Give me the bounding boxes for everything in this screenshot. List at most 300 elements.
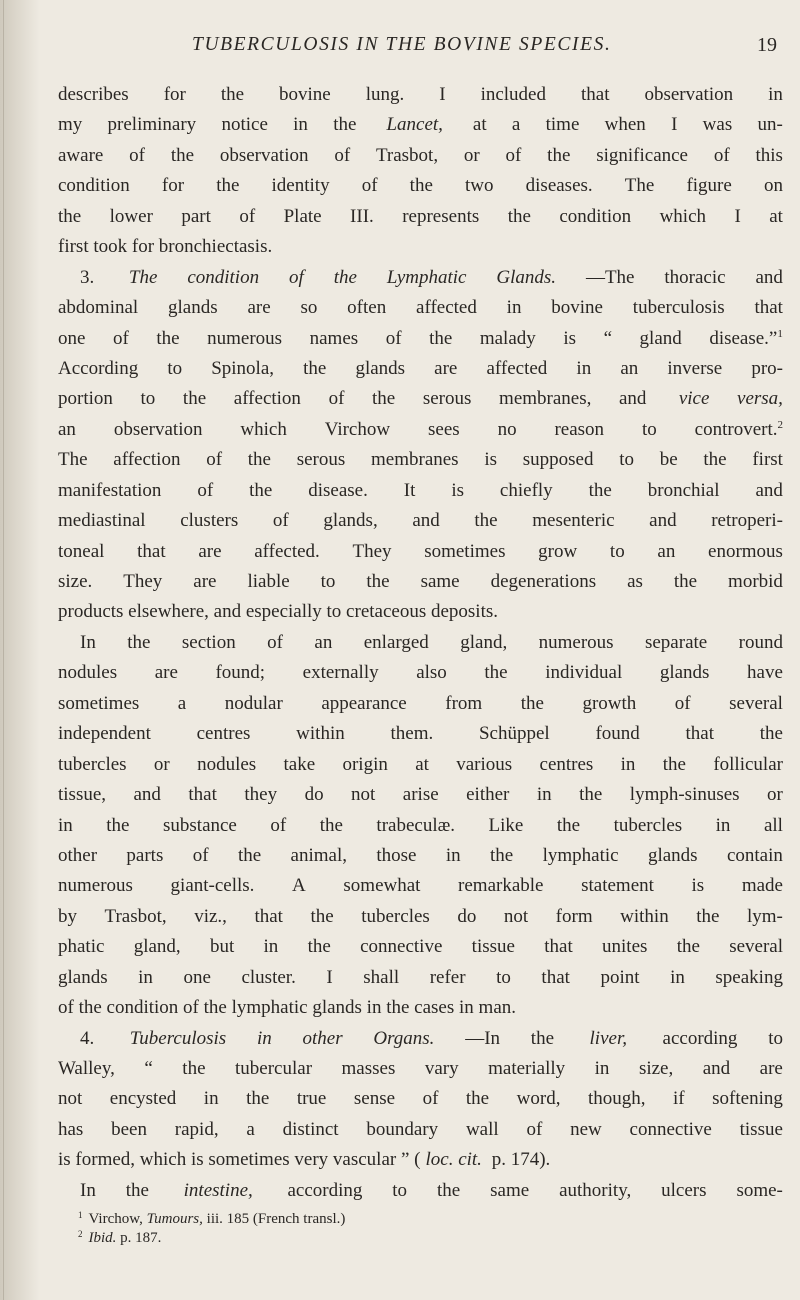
text-run: contain [726, 844, 783, 866]
text-run: liver, [589, 1027, 627, 1049]
text-run: at [415, 753, 429, 775]
text-run: for [163, 84, 186, 105]
text-run: Spinola, [211, 357, 275, 379]
text-run: rapid, [174, 1118, 219, 1140]
text-run: if [673, 1088, 685, 1110]
text-line [58, 658, 783, 688]
text-run: in [263, 936, 279, 958]
text-run: the [220, 84, 245, 105]
text-run: either [466, 784, 510, 806]
text-line [58, 871, 783, 901]
text-run: which [240, 418, 287, 440]
text-run: to [641, 418, 657, 440]
text-run: In [80, 631, 96, 653]
text-run: one [58, 327, 86, 349]
text-run: tissue, [58, 784, 107, 806]
text-run: disease.”$^1$ [709, 327, 783, 349]
text-run: reason [554, 418, 605, 440]
text-run: or [767, 784, 783, 806]
text-line [58, 750, 783, 780]
text-line [58, 1054, 783, 1084]
text-run: abdominal [58, 297, 139, 319]
text-run: that [137, 540, 166, 562]
text-line [58, 354, 783, 384]
text-run: nodules [58, 662, 118, 684]
text-run: the [673, 571, 698, 592]
text-run: of [713, 144, 730, 166]
text-run: —In [465, 1027, 501, 1049]
text-run: materially [488, 1058, 566, 1079]
text-run: phatic [58, 936, 105, 958]
text-run: do [304, 784, 324, 806]
text-run: cluster. [241, 966, 296, 988]
text-run: to [392, 1179, 408, 1201]
text-run: p. 174). [486, 1149, 551, 1171]
text-run: an [314, 631, 333, 653]
text-run: 4. [80, 1027, 99, 1049]
text-run: same [490, 1179, 530, 1201]
text-run: of [206, 449, 223, 471]
text-run: observation [219, 144, 309, 166]
text-run: the [247, 449, 271, 471]
text-run: the [319, 814, 343, 836]
text-run: and [412, 510, 440, 532]
text-run: membranes, [499, 388, 592, 410]
text-line [58, 841, 783, 871]
text-run: of [289, 266, 304, 288]
text-run: Schüppel [478, 723, 550, 745]
text-run: part [181, 205, 211, 227]
text-run: one [183, 966, 211, 988]
text-line [58, 171, 783, 201]
text-run: intestine, [183, 1179, 253, 1201]
text-run: Like [488, 814, 524, 836]
text-run: controvert.$^2$ [694, 418, 783, 440]
text-run: been [111, 1118, 147, 1140]
text-line [58, 780, 783, 810]
text-run: are [198, 540, 222, 562]
text-run: not [351, 784, 376, 806]
text-run: of [526, 1118, 543, 1140]
text-run: the [170, 144, 195, 166]
text-run: pro- [751, 357, 783, 379]
text-run: by [58, 905, 77, 927]
text-run: affection [233, 388, 301, 410]
text-run: In [80, 1179, 96, 1201]
text-run: to [496, 966, 511, 988]
text-run: separate [644, 631, 708, 653]
text-run: retroperi- [711, 510, 783, 532]
text-run: centres [539, 753, 594, 775]
text-run: the [409, 175, 433, 197]
text-run: are [434, 357, 458, 379]
text-run: boundary [366, 1118, 439, 1140]
text-run: according [282, 1179, 363, 1201]
footnote-text: Virchow, [88, 1211, 147, 1227]
text-run: the [372, 388, 396, 410]
text-run: “ [144, 1058, 153, 1079]
text-run: of [239, 205, 256, 227]
text-run: manifestation [58, 479, 162, 501]
text-run: true [296, 1088, 327, 1110]
text-run: connective [629, 1118, 712, 1140]
text-run: bronchial [647, 479, 720, 501]
text-run: speaking [715, 966, 783, 988]
text-run: an [58, 418, 76, 440]
text-run: wall [465, 1118, 499, 1140]
text-run: portion [58, 388, 113, 410]
text-run: the [520, 692, 544, 714]
text-run: mediastinal [58, 510, 146, 532]
text-run: numerous [538, 631, 614, 653]
text-line [58, 932, 783, 962]
text-run: of [422, 1088, 439, 1110]
text-line [58, 110, 783, 140]
text-run: is [563, 327, 577, 349]
text-run: inverse [667, 357, 723, 379]
text-line [58, 202, 783, 232]
text-run: III. [350, 205, 374, 227]
text-run: morbid [728, 571, 783, 592]
text-run: in [58, 814, 73, 836]
text-run: size. [58, 571, 93, 592]
text-run: that [541, 966, 570, 988]
text-run: in [445, 844, 461, 866]
text-run: tubercles [613, 814, 683, 836]
text-line [58, 1176, 783, 1206]
text-run: sense [353, 1088, 396, 1110]
text-run: that [580, 84, 610, 105]
text-run: notice [221, 114, 268, 136]
text-run: of [197, 479, 214, 501]
text-run: Walley, [58, 1058, 115, 1079]
text-run: found; [215, 662, 266, 684]
text-run: and [702, 1058, 731, 1079]
text-run: supposed [522, 449, 594, 471]
text-run: size, [638, 1058, 674, 1079]
text-run: the [703, 449, 727, 471]
text-run: that [544, 936, 573, 958]
text-line [58, 445, 783, 475]
text-run: appearance [321, 692, 407, 714]
text-run: I [439, 84, 446, 105]
text-line [58, 811, 783, 841]
text-run: affected [486, 357, 548, 379]
text-run: that [188, 784, 217, 806]
text-line [58, 597, 783, 627]
text-run: nodular [224, 692, 283, 714]
text-run: the [759, 723, 783, 745]
text-run: of [674, 692, 691, 714]
text-run: which [659, 205, 706, 227]
text-run: viz., [194, 905, 227, 927]
text-run: of [361, 175, 378, 197]
text-run: section [181, 631, 236, 653]
text-run: time [545, 114, 580, 136]
text-run: animal, [290, 844, 347, 866]
text-run: Glands. [496, 266, 557, 288]
text-run: The [128, 266, 158, 288]
text-run: names [309, 327, 359, 349]
text-run: glands [355, 357, 406, 379]
text-run: significance [596, 144, 688, 166]
text-run: numerous [207, 327, 283, 349]
text-run: They [352, 540, 392, 562]
text-run: The [624, 175, 655, 197]
text-run: condition [58, 175, 130, 197]
footnote [78, 1210, 778, 1229]
text-run: my [58, 114, 83, 136]
footnote-text: Tumours, [146, 1211, 203, 1227]
text-run: the [333, 266, 357, 288]
text-run: in [138, 966, 153, 988]
text-run: various [456, 753, 513, 775]
text-run: at [769, 205, 783, 227]
text-run: enormous [708, 540, 783, 562]
text-run: to [619, 449, 634, 471]
text-run: aware [58, 144, 104, 166]
text-run: lung. [365, 84, 405, 105]
text-run: that [754, 297, 783, 319]
text-run: the [465, 1088, 490, 1110]
text-run: distinct [282, 1118, 339, 1140]
text-run: versa, [737, 388, 783, 410]
text-run: a [246, 1118, 255, 1140]
text-line [58, 1084, 783, 1114]
text-run: first [752, 449, 783, 471]
text-run: of [267, 631, 283, 653]
text-run: this [755, 144, 783, 166]
text-run: describes [58, 84, 129, 105]
text-line [58, 1115, 783, 1145]
text-run: and [755, 479, 783, 501]
text-run: the [556, 814, 581, 836]
text-run: an [657, 540, 676, 562]
text-run: Lancet, [386, 114, 443, 136]
text-run: was [702, 114, 733, 136]
text-run: affected. [254, 540, 320, 562]
text-run: represents [402, 205, 480, 227]
text-run: the [588, 479, 612, 501]
text-run: some- [736, 1179, 783, 1201]
text-run: bovine [279, 84, 331, 105]
text-run: They [123, 571, 163, 592]
text-run: Plate [283, 205, 322, 227]
page-header [0, 34, 800, 64]
text-line [58, 689, 783, 719]
text-run: of [385, 327, 402, 349]
text-run: other [302, 1027, 343, 1049]
text-run: do [457, 905, 477, 927]
text-run: the [366, 571, 390, 592]
text-line [58, 80, 783, 110]
text-run: the [484, 662, 508, 684]
text-run: tubercular [235, 1058, 313, 1079]
text-run: lower [109, 205, 153, 227]
text-line [58, 324, 783, 354]
text-run: from [445, 692, 483, 714]
text-run: centres [196, 723, 251, 745]
text-run: the [156, 327, 180, 349]
text-run: the [216, 175, 240, 197]
text-line [58, 415, 783, 445]
text-run: the [307, 936, 331, 958]
text-run: chiefly [499, 479, 553, 501]
text-run: Tuberculosis [129, 1027, 227, 1049]
text-line [58, 567, 783, 597]
text-run: in [670, 966, 685, 988]
footnote-ref: 2 [777, 418, 783, 431]
text-run: thoracic [664, 266, 726, 288]
text-run: has [58, 1118, 84, 1140]
text-run: the [237, 844, 262, 866]
text-run: two [465, 175, 494, 197]
text-line [58, 902, 783, 932]
text-run: same [420, 571, 460, 592]
text-run: I [734, 205, 741, 227]
text-run: “ [603, 327, 612, 349]
text-run: in [620, 753, 636, 775]
text-run: and [649, 510, 677, 532]
text-run: vary [424, 1058, 459, 1079]
text-run: A [292, 875, 306, 897]
text-run: the [490, 844, 514, 866]
text-run: toneal [58, 540, 105, 562]
text-run: connective [360, 936, 443, 958]
text-run: It [403, 479, 416, 501]
text-run: the [303, 357, 327, 379]
text-run: remarkable [458, 875, 544, 897]
text-run: the [182, 1058, 206, 1079]
text-run: and [755, 266, 783, 288]
text-run: Lymphatic [386, 266, 467, 288]
text-run: the [579, 784, 603, 806]
text-run: according [657, 1027, 738, 1049]
text-run: preliminary [107, 114, 197, 136]
text-run: the [58, 205, 82, 227]
text-run: all [763, 814, 783, 836]
text-run: of [112, 327, 129, 349]
text-run: the [127, 631, 151, 653]
text-line [58, 384, 783, 414]
text-run: of [328, 388, 345, 410]
text-run: gland, [460, 631, 508, 653]
text-run: or [463, 144, 480, 166]
text-run: observation [644, 84, 734, 105]
text-run: often [347, 297, 387, 319]
text-run: to [167, 357, 183, 379]
text-run: condition [187, 266, 260, 288]
text-run: so [300, 297, 318, 319]
text-run: sometimes [424, 540, 506, 562]
text-line [58, 506, 783, 536]
text-run: Trasbot, [375, 144, 439, 166]
text-run: degenerations [490, 571, 597, 592]
body-text [58, 80, 783, 1206]
page-edge-line [3, 0, 4, 1300]
text-run: several [729, 692, 783, 714]
text-run: of [272, 510, 289, 532]
text-run: affected [416, 297, 477, 319]
text-run: the [696, 905, 720, 927]
text-run: at [468, 114, 487, 136]
text-run: glands [659, 662, 710, 684]
text-run: Organs. [373, 1027, 435, 1049]
text-run: bovine [551, 297, 603, 319]
text-run: is [484, 449, 497, 471]
text-line [58, 719, 783, 749]
text-run: or [153, 753, 170, 775]
text-run: masses [341, 1058, 396, 1079]
text-run: for [161, 175, 185, 197]
text-run: glands [58, 966, 108, 988]
text-run: the [125, 1179, 154, 1201]
text-run: of [270, 814, 287, 836]
text-run: sees [428, 418, 460, 440]
text-run: that [685, 723, 715, 745]
text-run: enlarged [363, 631, 429, 653]
text-run: word, [516, 1088, 561, 1110]
text-run: take [283, 753, 316, 775]
text-run: glands, [323, 510, 378, 532]
text-run: substance [163, 814, 237, 836]
text-run: as [627, 571, 643, 592]
text-run: identity [271, 175, 330, 197]
text-run: membranes [371, 449, 459, 471]
text-run: within [296, 723, 345, 745]
text-line [58, 537, 783, 567]
text-line [58, 293, 783, 323]
text-run: the [662, 753, 686, 775]
page-gutter-shadow [0, 0, 40, 1300]
text-run: 3. [80, 266, 99, 288]
text-run: gland [639, 327, 682, 349]
text-run: of [334, 144, 351, 166]
text-run: I [326, 966, 333, 988]
footnote-marker: 1 [78, 1210, 83, 1220]
text-run: of the condition of the lymphatic glands in the cases in man. [58, 997, 517, 1019]
running-title: TUBERCULOSIS IN THE BOVINE SPECIES. [192, 34, 612, 55]
text-run: gland, [133, 936, 181, 958]
text-run: in [506, 297, 522, 319]
text-run: trabeculæ. [376, 814, 456, 836]
text-run: tissue [471, 936, 515, 958]
text-run: serous [296, 449, 346, 471]
text-run: are [154, 662, 178, 684]
text-run: of [192, 844, 209, 866]
text-run: not [58, 1088, 83, 1110]
text-run: them. [390, 723, 434, 745]
text-run: unites [602, 936, 648, 958]
text-run: in [576, 357, 592, 379]
text-run: in [594, 1058, 610, 1079]
text-run: the [507, 205, 531, 227]
text-line [58, 141, 783, 171]
text-run: an [620, 357, 639, 379]
text-run: the [547, 144, 571, 166]
text-run: giant-cells. [170, 875, 255, 897]
text-run: the [676, 936, 700, 958]
text-run: the [246, 1088, 270, 1110]
text-run: vice [678, 388, 710, 410]
text-run: when [604, 114, 646, 136]
text-run: made [741, 875, 783, 897]
text-run: softening [712, 1088, 783, 1110]
text-run: are [193, 571, 217, 592]
text-run: are [247, 297, 271, 319]
text-run: is [451, 479, 464, 501]
text-run: in [715, 814, 731, 836]
